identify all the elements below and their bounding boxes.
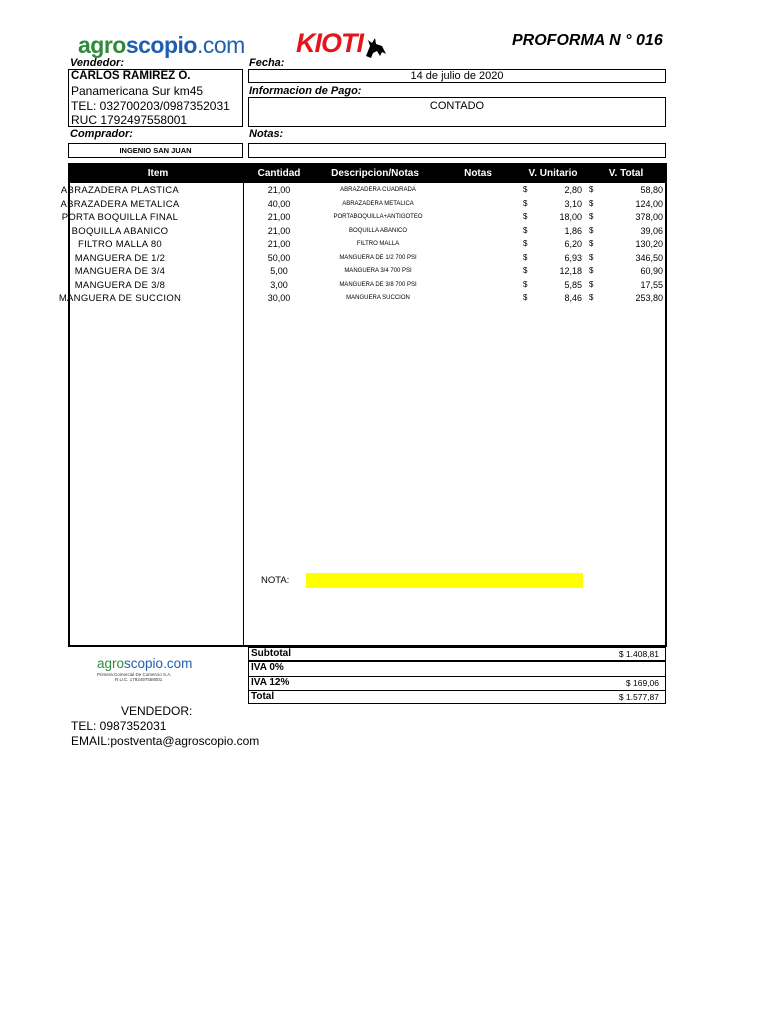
buyer-value: INGENIO SAN JUAN — [119, 146, 192, 155]
nota-label: NOTA: — [261, 575, 290, 586]
subtotal-row — [248, 647, 666, 661]
total-value: $ 1.577,87 — [618, 692, 659, 702]
total-currency-cell: $ — [589, 225, 594, 235]
date-box — [248, 69, 666, 83]
total-currency-cell: $ — [589, 185, 594, 194]
item-cell: MANGUERA DE 1/2 — [74, 252, 166, 264]
kioti-logo — [296, 28, 391, 62]
item-cell: BOQUILLA ABANICO — [71, 225, 169, 237]
description-cell: MANGUERA DE 1/2 700 PSI — [339, 254, 417, 261]
logo-agro: agro — [78, 32, 126, 58]
description-cell: ABRAZADERA CUADRADA — [340, 187, 416, 193]
line-total-cell: 124,00 — [635, 198, 663, 209]
description-cell: MANGUERA SUCCION — [346, 295, 410, 301]
line-total-cell: 130,20 — [635, 239, 663, 249]
total-currency-cell: $ — [589, 212, 594, 221]
unit-price-cell: 12,18 — [559, 266, 582, 276]
items-table — [58, 163, 667, 647]
table-row — [2, 212, 670, 225]
quantity-cell: 21,00 — [267, 239, 291, 249]
unit-price-cell: 5,85 — [564, 279, 582, 290]
total-currency-cell: $ — [589, 293, 594, 302]
table-row — [2, 185, 670, 198]
item-cell: MANGUERA DE 3/8 — [74, 279, 166, 291]
stamp-line2: R.U.C. 1792497558001 — [115, 677, 163, 682]
description-cell: FILTRO MALLA — [356, 241, 400, 247]
quantity-cell: 21,00 — [267, 225, 291, 236]
payment-label: Informacion de Pago: — [249, 85, 362, 97]
unit-currency-cell: $ — [523, 266, 528, 275]
iva0-row — [248, 661, 666, 677]
seller-name: CARLOS RAMIREZ O. — [71, 70, 191, 82]
iva0-label: IVA 0% — [251, 662, 284, 673]
stamp-logo — [97, 656, 207, 691]
buyer-label: Comprador: — [70, 128, 133, 140]
date-value: 14 de julio de 2020 — [410, 70, 504, 82]
total-label: Total — [251, 691, 275, 702]
stamp-line1: Primera Comercial De Comercio S.A. — [97, 672, 172, 677]
unit-price-cell: 8,46 — [564, 293, 582, 303]
unit-currency-cell: $ — [523, 293, 528, 302]
total-row — [248, 690, 666, 704]
description-cell: PORTABOQUILLA+ANTIGOTEO — [333, 214, 423, 220]
agroscopio-logo — [78, 32, 245, 59]
logo-scopio: scopio — [125, 32, 197, 58]
table-row — [2, 253, 670, 266]
table-row — [2, 280, 670, 293]
stamp-logo-text — [97, 656, 207, 671]
unit-currency-cell: $ — [523, 185, 528, 194]
buyer-box — [68, 143, 243, 158]
stamp-logo-scopio: scopio — [124, 656, 164, 671]
seller-address: Panamericana Sur km45 — [71, 84, 204, 98]
line-total-cell: 378,00 — [635, 212, 663, 222]
subtotal-value: $ 1.408,81 — [618, 649, 659, 659]
footer-tel: TEL: 0987352031 — [71, 719, 167, 733]
unit-currency-cell: $ — [523, 198, 528, 208]
line-total-cell: 346,50 — [635, 252, 663, 263]
item-cell: ABRAZADERA PLASTICA — [60, 185, 180, 196]
unit-price-cell: 6,93 — [564, 252, 582, 263]
unit-currency-cell: $ — [523, 252, 528, 262]
total-currency-cell: $ — [589, 252, 594, 262]
date-label: Fecha: — [249, 57, 285, 69]
unit-currency-cell: $ — [523, 239, 528, 248]
unit-price-cell: 6,20 — [564, 239, 582, 249]
line-total-cell: 253,80 — [635, 293, 663, 303]
quantity-cell: 30,00 — [267, 293, 291, 303]
description-cell: MANGUERA 3/4 700 PSI — [344, 268, 412, 274]
footer-email: EMAIL:postventa@agroscopio.com — [71, 734, 260, 748]
header-unit: V. Unitario — [528, 168, 578, 179]
quantity-cell: 3,00 — [270, 279, 288, 290]
line-total-cell: 17,55 — [640, 279, 663, 290]
unit-price-cell: 3,10 — [564, 198, 582, 209]
quantity-cell: 21,00 — [267, 185, 291, 195]
stamp-logo-agro: agro — [97, 656, 125, 671]
seller-tel: TEL: 032700203/0987352031 — [71, 99, 230, 113]
table-row — [2, 239, 670, 252]
line-total-cell: 39,06 — [640, 225, 663, 236]
notes-label: Notas: — [249, 128, 284, 140]
unit-currency-cell: $ — [523, 279, 528, 289]
quantity-cell: 21,00 — [267, 212, 291, 222]
quantity-cell: 40,00 — [267, 198, 291, 209]
description-cell: BOQUILLA ABANICO — [348, 227, 408, 234]
header-item: Item — [147, 168, 169, 179]
item-cell: ABRAZADERA METALICA — [60, 198, 180, 210]
description-cell: MANGUERA DE 3/8 700 PSI — [339, 281, 417, 288]
table-row — [2, 293, 670, 306]
total-currency-cell: $ — [589, 198, 594, 208]
iva12-label: IVA 12% — [251, 677, 290, 688]
payment-box — [248, 97, 666, 127]
footer-vendor: VENDEDOR: — [121, 704, 193, 718]
seller-box — [68, 69, 243, 127]
line-total-cell: 58,80 — [640, 185, 663, 195]
header-notes: Notas — [464, 168, 492, 179]
iva12-value: $ 169,06 — [625, 678, 659, 688]
quantity-cell: 5,00 — [270, 266, 288, 276]
total-currency-cell: $ — [589, 239, 594, 248]
header-qty: Cantidad — [257, 168, 301, 179]
proforma-title: PROFORMA N ° 016 — [512, 32, 663, 49]
stamp-logo-com: .com — [163, 656, 193, 671]
notes-box — [248, 143, 666, 158]
seller-ruc: RUC 1792497558001 — [71, 113, 188, 127]
table-row — [2, 199, 670, 212]
unit-price-cell: 18,00 — [559, 212, 582, 222]
unit-price-cell: 2,80 — [564, 185, 582, 195]
subtotal-label: Subtotal — [251, 648, 291, 659]
nota-highlight — [306, 573, 583, 588]
table-row — [2, 226, 670, 239]
item-cell: PORTA BOQUILLA FINAL — [61, 212, 179, 223]
item-cell: MANGUERA DE SUCCION — [58, 293, 182, 304]
payment-value: CONTADO — [429, 100, 485, 112]
iva12-row — [248, 676, 666, 691]
unit-currency-cell: $ — [523, 225, 528, 235]
description-cell: ABRAZADERA METALICA — [342, 200, 414, 207]
total-currency-cell: $ — [589, 266, 594, 275]
header-total: V. Total — [608, 168, 644, 179]
unit-price-cell: 1,86 — [564, 225, 582, 236]
total-currency-cell: $ — [589, 279, 594, 289]
table-header — [70, 165, 665, 183]
item-cell: FILTRO MALLA 80 — [77, 239, 163, 250]
quantity-cell: 50,00 — [267, 252, 291, 263]
seller-label: Vendedor: — [70, 57, 124, 69]
item-cell: MANGUERA DE 3/4 — [74, 266, 166, 277]
wolf-icon — [362, 34, 388, 60]
kioti-logo-text: KIOTI — [296, 28, 363, 58]
line-total-cell: 60,90 — [640, 266, 663, 276]
unit-currency-cell: $ — [523, 212, 528, 221]
table-row — [2, 266, 670, 279]
logo-com: .com — [196, 32, 245, 58]
header-desc: Descripcion/Notas — [331, 168, 419, 179]
